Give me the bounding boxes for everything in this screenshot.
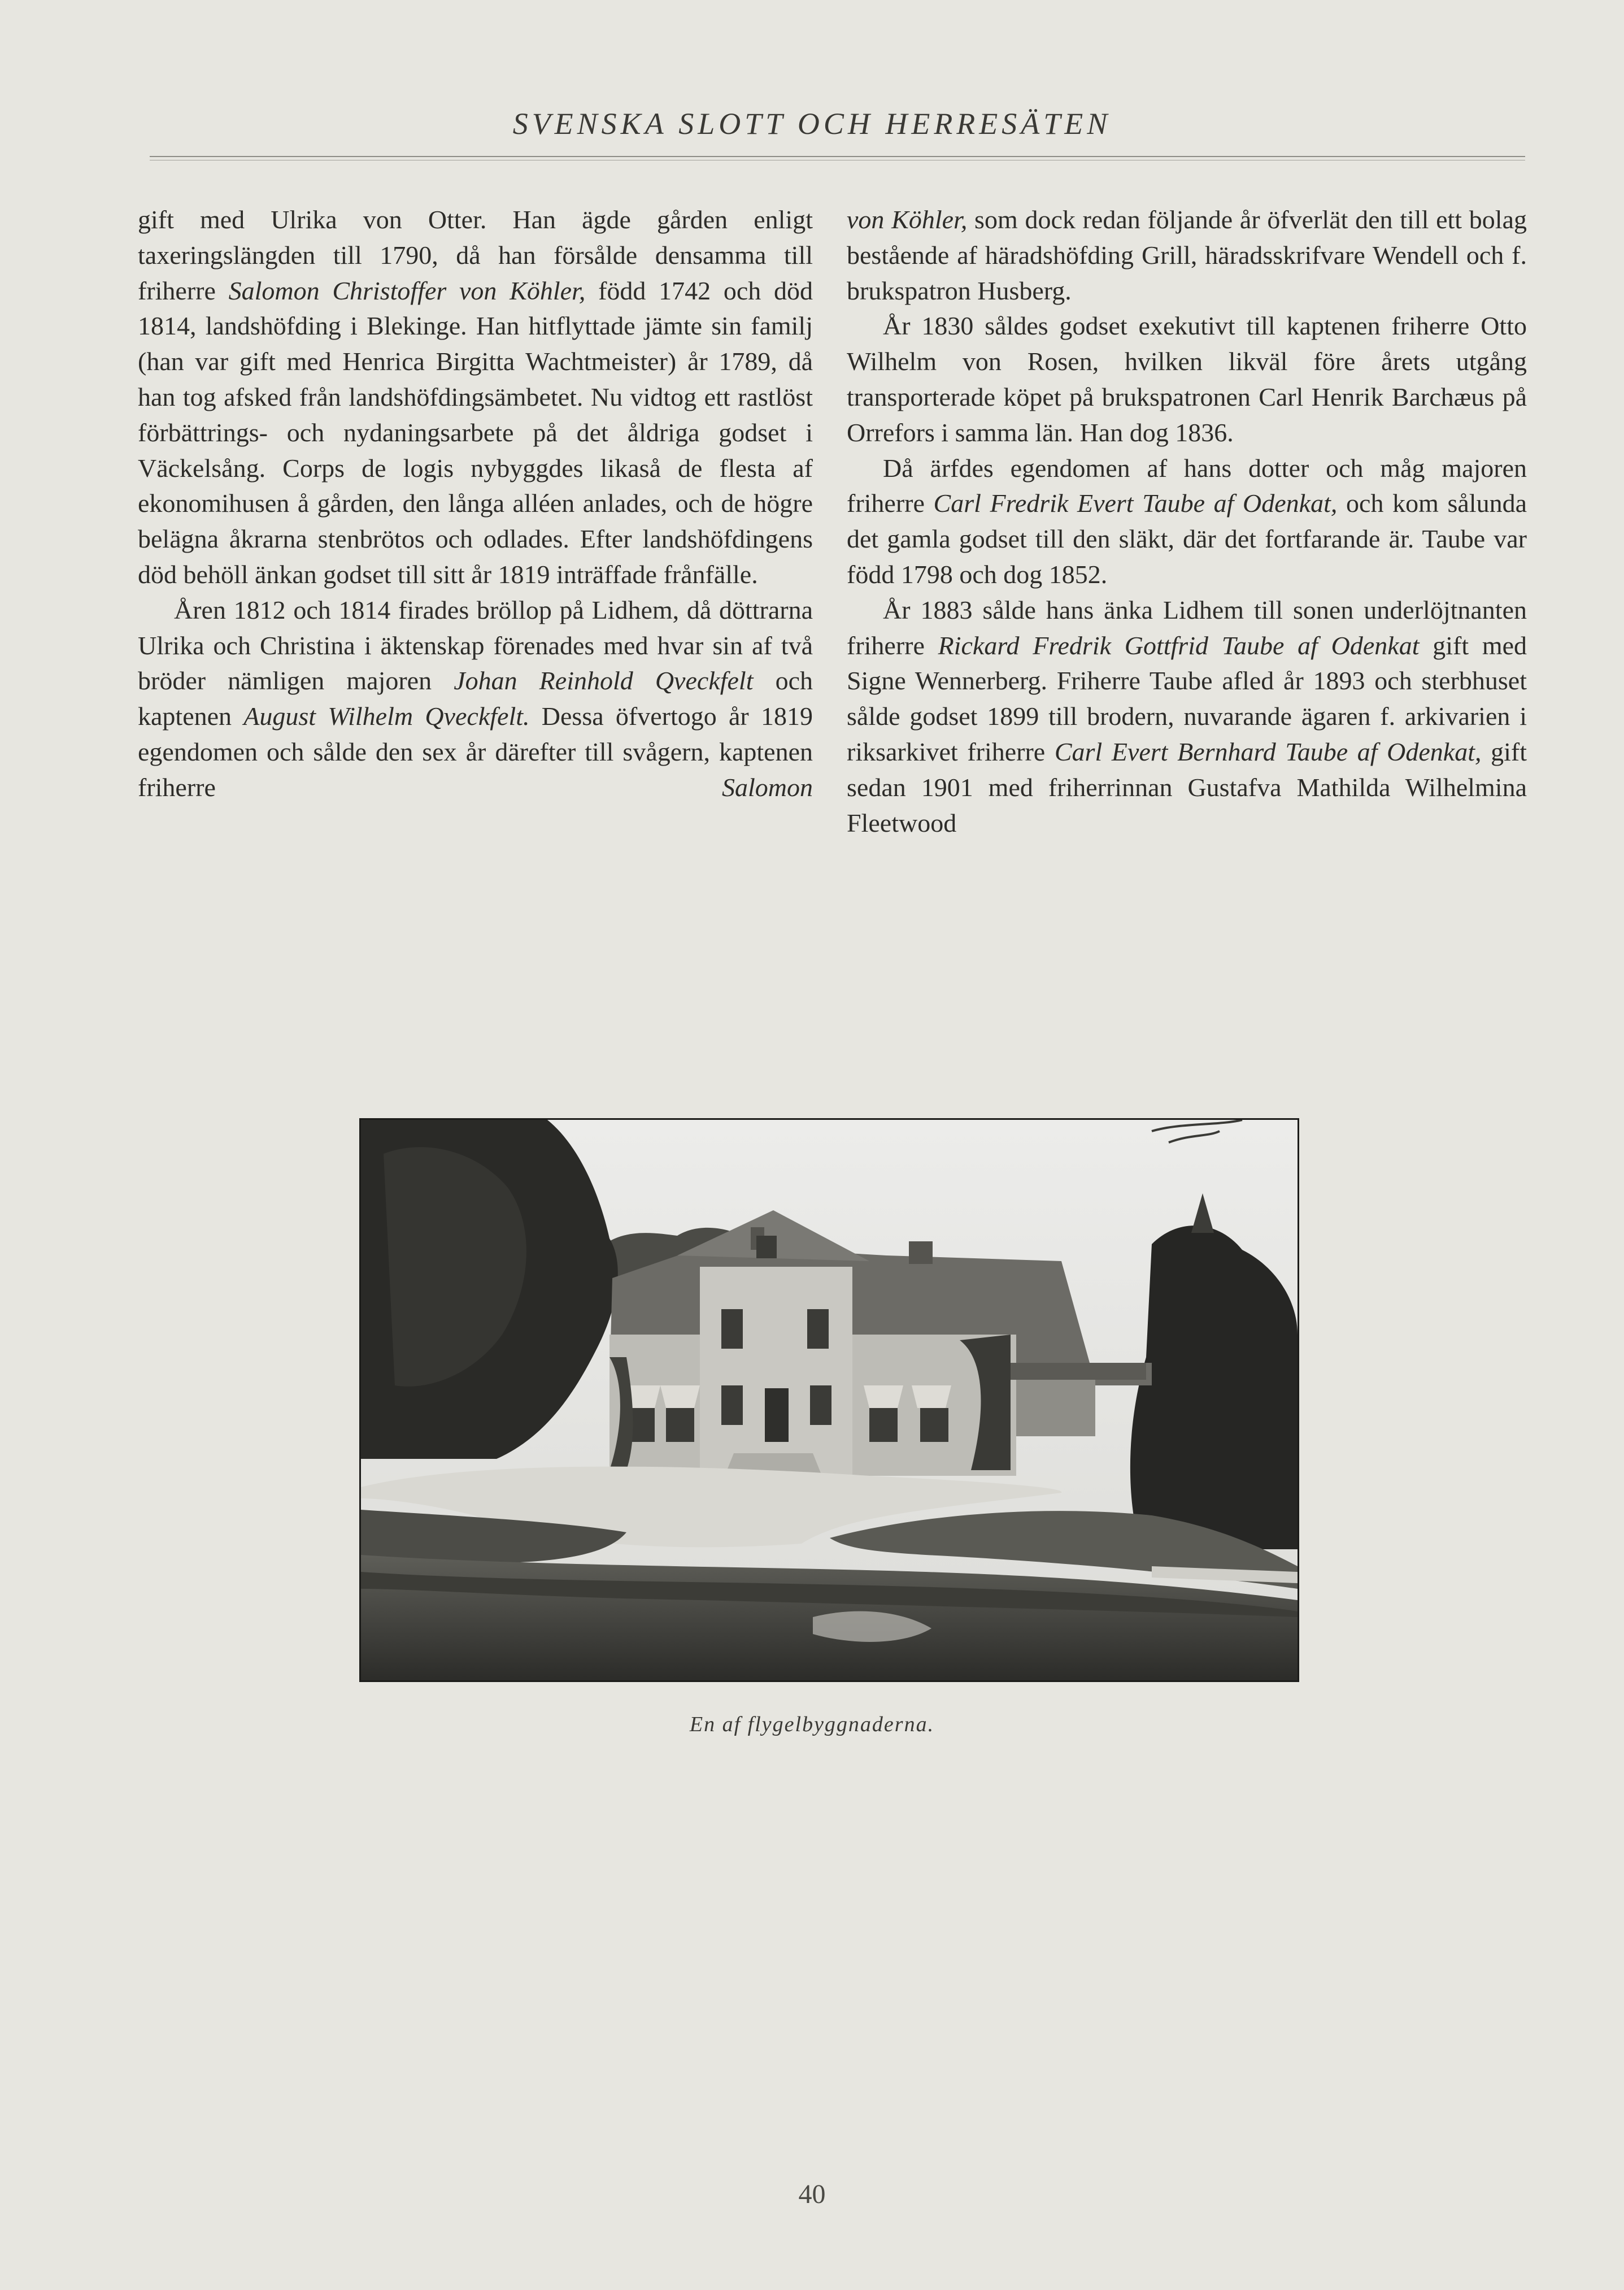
left-p2-text-b: och kaptenen [138,666,813,731]
right-p3-text-b: och kom sålunda det gamla godset till den släkt, där det fortfarande är. Taube var född 1798 och dog 1852. [847,489,1527,589]
left-p1-text-a: gift med Ulrika von Otter. Han ägde gården enligt taxeringslängden till 1790, då han försålde densamma till friherre [138,205,813,305]
person-name-carl-evert-bernhard: Carl Evert Bernhard Taube af Odenkat, [1054,737,1482,766]
person-name-carl-fredrik-evert: Carl Fredrik Evert Taube af Odenkat, [933,489,1338,518]
right-paragraph-4 [847,593,1527,841]
page-number: 40 [798,2179,826,2209]
person-name-rickard-fredrik: Rickard Fredrik Gottfrid Taube af Odenkat [938,631,1420,660]
right-p3-text-a: Då ärfdes egendomen af hans dotter och måg majoren friherre [847,453,1527,518]
person-name-august-wilhelm: August Wilhelm Qveckfelt. [243,702,530,731]
left-paragraph-1 [138,202,813,593]
manor-wing-photograph [359,1118,1299,1682]
left-p2-text-c: Dessa öfvertogo år 1819 egendomen och sålde den sex år därefter till svågern, kaptenen friherre [138,702,813,802]
right-p4-text-a: År 1883 sålde hans änka Lidhem till sonen underlöjtnanten friherre [847,595,1527,660]
left-paragraph-2 [138,593,813,806]
right-paragraph-3 [847,451,1527,593]
person-name-johan-reinhold: Johan Reinhold Qveckfelt [454,666,754,696]
right-p1-text: som dock redan följande år öfverlät den till ett bolag bestående af häradshöfding Grill, häradsskrifvare Wendell och f. brukspatron Husberg. [847,205,1527,305]
right-text-column [847,202,1527,841]
right-p4-text-b: gift med Signe Wennerberg. Friherre Taube afled år 1893 och sterbhuset sålde godset 1899 till brodern, nuvarande ägaren f. arkivarien i riksarkivet friherre [847,631,1527,766]
left-p1-text-b: född 1742 och död 1814, landshöfding i Blekinge. Han hitflyttade jämte sin familj (han var gift med Henrica Birgitta Wachtmeister) år 1789, då han tog afsked från landshöfdingsämbetet. Nu vidtog ett rastlöst förbättrings- och nydaningsarbete på det åldriga godset i Väckelsång. Corps de logis nybyggdes likaså de flesta af ekonomihusen å gården, den långa alléen anlades, och de högre belägna åkrarna stenbrötos och odlades. Efter landshöfdingens död behöll änkan godset till sitt år 1819 inträffade frånfälle. [138,276,813,589]
left-p2-text-a: Åren 1812 och 1814 firades bröllop på Lidhem, då döttrarna Ulrika och Christina i äktenskap förenades med hvar sin af två bröder nämligen majoren [138,595,813,696]
left-text-column [138,202,813,806]
right-paragraph-2: År 1830 såldes godset exekutivt till kaptenen friherre Otto Wilhelm von Rosen, hvilken likväl före årets utgång transporterade köpet på brukspatronen Carl Henrik Barchæus på Orrefors i samma län. Han dog 1836. [847,311,1527,447]
person-name-salomon-christoffer: Salomon Christoffer von Köhler, [228,276,586,305]
figure-caption: En af flygelbyggnaderna. [689,1713,935,1736]
running-title: SVENSKA SLOTT OCH HERRESÄTEN [512,107,1112,141]
header-rule [150,156,1525,157]
person-name-von-kohler: von Köhler, [847,205,968,234]
person-name-salomon: Salomon [722,772,813,802]
right-paragraph-1 [847,202,1527,308]
right-p4-text-c: gift sedan 1901 med friherrinnan Gustafva Mathilda Wilhelmina Fleetwood [847,737,1527,837]
